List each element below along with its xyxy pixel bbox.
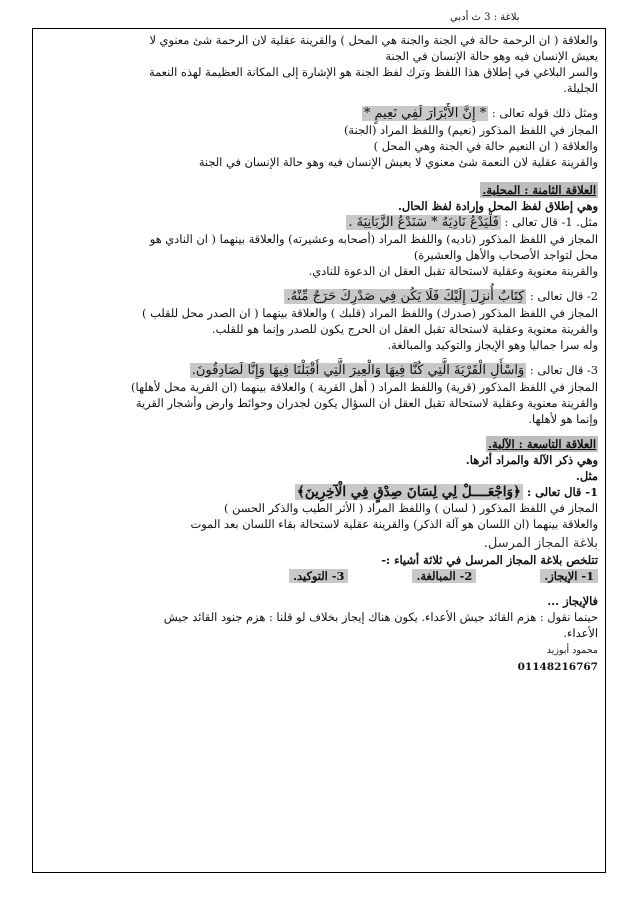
- example-prefix: 2- قال تعالى :: [529, 289, 598, 303]
- text-line: الجليلة.: [563, 81, 598, 95]
- text-line: الأعداء.: [563, 626, 598, 640]
- example-label: مثل.: [575, 469, 598, 483]
- text-line: والسر البلاغي في إطلاق هذا اللفظ وترك لفظ الجنة هو الإشارة إلى المكانة العظيمة لهذه النعمة: [148, 65, 598, 79]
- example-line: [40, 362, 598, 379]
- author-name: محمود أبوزيد: [546, 645, 598, 656]
- quran-verse: فَلْيَدْعُ نَادِيَهُ * سَنَدْعُ الزَّبَانِيَةَ .: [348, 215, 499, 230]
- rhetoric-item: 3- التوكيد.: [289, 569, 348, 583]
- text-line: والقرينة عقلية لان النعمة شئ معنوي لا يعيش الإنسان فيه وهو حالة الإنسان في الجنة: [198, 155, 598, 169]
- text-line: والقرينة معنوية وعقلية لاستحالة تقبل العقل ان الدعوة للنادي.: [308, 264, 598, 278]
- quran-verse: كِتَابٌ أُنزِلَ إِلَيْكَ فَلَا يَكُن فِي صَدْرِكَ حَرَجٌ مِّنْهُ.: [286, 289, 525, 304]
- example-prefix: مثل. 1- قال تعالى :: [504, 215, 598, 229]
- text-line: المجاز في اللفظ المذكور (قرية) واللفظ المراد ( أهل القرية ) والعلاقة بينهما (ان القرية محل لأهلها): [131, 380, 598, 394]
- text-line: حينما نقول : هزم القائد جيش الأعداء. يكون هناك إيجاز بخلاف لو قلنا : هزم جنود القائد جيش: [163, 610, 598, 624]
- text-line: المجاز في اللفظ المذكور (صدرك) واللفظ المراد (قلبك ) والعلاقة بينهما ( ان الصدر محل للقلب ): [142, 306, 598, 320]
- text-line: والعلاقة ( ان الرحمة حالة في الجنة والجنة هي المحل ) والقرينة عقلية لان الرحمة شئ معنوي لا: [149, 33, 598, 47]
- text-line: محل لتواجد الأصحاب والأهل والعشيرة): [413, 248, 598, 262]
- rhetoric-item: 1- الإيجاز.: [540, 569, 598, 583]
- example-line: [40, 214, 598, 231]
- example-line: [40, 288, 598, 305]
- author-phone: 01148216767: [517, 661, 598, 673]
- rhetoric-item: 2- المبالغة.: [412, 569, 476, 583]
- quran-verse: * إِنَّ الأَبْرَارَ لَفِي نَعِيمٍ *: [363, 106, 487, 121]
- section-definition: وهي إطلاق لفظ المحل وإرادة لفظ الحال.: [397, 199, 598, 213]
- section-definition: وهي ذكر الآلة والمراد أثرها.: [465, 453, 598, 467]
- example-prefix: 1- قال تعالى :: [526, 485, 598, 499]
- rhetoric-title: بلاغة المجاز المرسل.: [483, 536, 598, 551]
- text-line: المجاز في اللفظ المذكور (نعيم) واللفظ المراد (الجنة): [343, 123, 598, 137]
- text-line: والقرينة معنوية وعقلية لاستحالة تقبل العقل ان السؤال يكون لجدران وحوائط وارض وأشجار القرية: [135, 396, 598, 410]
- section-title: العلاقة التاسعة : الآلية.: [488, 437, 596, 451]
- page-header: بلاغة : 3 ث أدبي: [450, 12, 520, 23]
- text-line: وله سرا جماليا وهو الإيجاز والتوكيد والمبالغة.: [387, 338, 598, 352]
- quran-verse: ﴿وَاجْعَــــلْ لِي لِسَانَ صِدْقٍ فِي الْآخِرِينَ﴾: [296, 484, 521, 500]
- text-line: والعلاقة ( ان النعيم حالة في الجنة وهي المحل ): [373, 139, 598, 153]
- example-prefix: 3- قال تعالى :: [529, 363, 598, 377]
- text-line: والقرينة معنوية وعقلية لاستحالة تقبل العقل ان الحرج يكون للصدر وإنما هو للقلب.: [211, 322, 598, 336]
- example-intro: ومثل ذلك قوله تعالى :: [491, 106, 598, 120]
- text-line: المجاز في اللفظ المذكور (ناديه) واللفظ المراد (أصحابه وعشيرته) والعلاقة بينهما ( ان النادي هو: [149, 232, 598, 246]
- section-title: العلاقة الثامنة : المحلية.: [482, 183, 596, 197]
- example-line: [40, 484, 598, 500]
- example-intro-line: [40, 105, 598, 122]
- document-body: [40, 32, 598, 870]
- ijaz-title: فالإيجاز ...: [547, 594, 598, 608]
- text-line: المجاز في اللفظ المذكور ( لسان ) واللفظ المراد ( الأثر الطيب والذكر الحسن ): [224, 501, 598, 515]
- text-line: وإنما هو لأهلها.: [528, 412, 598, 426]
- text-line: والعلاقة بينهما (ان اللسان هو آلة الذكر) والقرينة عقلية لاستحالة بقاء اللسان بعد الموت: [190, 517, 598, 531]
- text-line: يعيش الإنسان فيه وهو حالة الإنسان في الجنة: [385, 49, 598, 63]
- rhetoric-list: [40, 568, 598, 584]
- quran-verse: وَاسْأَلِ الْقَرْيَةَ الَّتِي كُنَّا فِيهَا وَالْعِيرَ الَّتِي أَقْبَلْنَا فِيهَا وَإِنَّا لَصَادِقُونَ.: [191, 363, 525, 378]
- rhetoric-summary: تتلخص بلاغة المجاز المرسل في ثلاثة أشياء :-: [381, 553, 598, 567]
